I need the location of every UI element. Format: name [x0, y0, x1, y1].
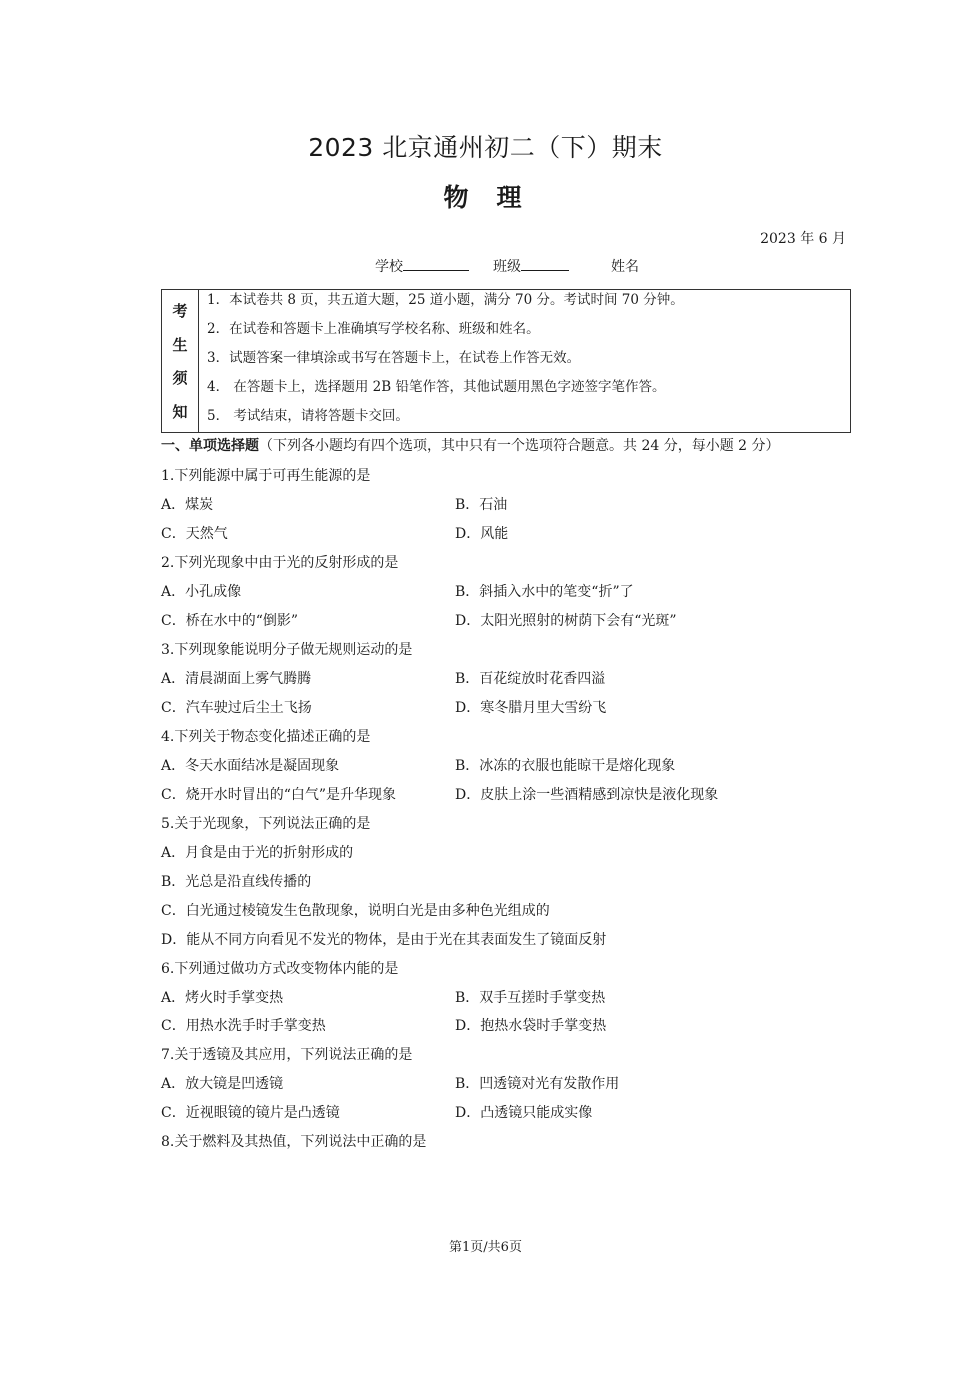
option-c[interactable]: C．白光通过棱镜发生色散现象，说明白光是由多种色光组成的 — [161, 903, 550, 919]
page-footer: 第1页/共6页 — [449, 1240, 522, 1255]
notice-side-char: 考 — [172, 302, 188, 321]
page-title: 2023 北京通州初二（下）期末 — [308, 133, 663, 162]
school-blank[interactable] — [403, 256, 469, 271]
section-title: 一、单项选择题 — [161, 438, 259, 454]
notice-side-char: 须 — [172, 369, 188, 388]
notice-item: 4． 在答题卡上，选择题用 2B 铅笔作答，其他试题用黑色字迹签字笔作答。 — [207, 379, 666, 395]
section-desc: （下列各小题均有四个选项，其中只有一个选项符合题意。共 24 分，每小题 2 分） — [259, 438, 780, 454]
name-label: 姓名 — [611, 259, 639, 275]
option-a[interactable]: A．清晨湖面上雾气腾腾 — [161, 671, 312, 687]
notice-item: 1．本试卷共 8 页，共五道大题，25 道小题，满分 70 分。考试时间 70 分钟。 — [207, 292, 684, 308]
class-label: 班级 — [493, 259, 521, 275]
option-d[interactable]: D．太阳光照射的树荫下会有“光斑” — [455, 613, 677, 629]
question-stem: 3.下列现象能说明分子做无规则运动的是 — [161, 642, 413, 658]
option-a[interactable]: A．煤炭 — [161, 497, 214, 513]
option-b[interactable]: B．百花绽放时花香四溢 — [455, 671, 606, 687]
question-stem: 7.关于透镜及其应用，下列说法正确的是 — [161, 1047, 413, 1063]
notice-side-char: 生 — [172, 335, 188, 354]
option-c[interactable]: C．桥在水中的“倒影” — [161, 613, 299, 629]
option-b[interactable]: B．冰冻的衣服也能晾干是熔化现象 — [455, 758, 676, 774]
notice-item: 3．试题答案一律填涂或书写在答题卡上，在试卷上作答无效。 — [207, 350, 581, 366]
question-stem: 2.下列光现象中由于光的反射形成的是 — [161, 555, 399, 571]
option-c[interactable]: C．天然气 — [161, 526, 228, 542]
notice-items — [199, 290, 850, 432]
question-stem: 8.关于燃料及其热值，下列说法中正确的是 — [161, 1134, 427, 1150]
section-heading — [161, 435, 780, 455]
option-c[interactable]: C．烧开水时冒出的“白气”是升华现象 — [161, 787, 397, 803]
option-d[interactable]: D．皮肤上涂一些酒精感到凉快是液化现象 — [455, 787, 719, 803]
option-d[interactable]: D．寒冬腊月里大雪纷飞 — [455, 700, 607, 716]
option-d[interactable]: D．风能 — [455, 526, 509, 542]
option-b[interactable]: B．石油 — [455, 497, 508, 513]
question-stem: 5.关于光现象，下列说法正确的是 — [161, 816, 371, 832]
option-a[interactable]: A．月食是由于光的折射形成的 — [161, 845, 354, 861]
exam-notice-box — [161, 289, 851, 433]
notice-item: 5． 考试结束，请将答题卡交回。 — [207, 408, 409, 424]
exam-date: 2023 年 6 月 — [760, 231, 846, 247]
option-b[interactable]: B．双手互搓时手掌变热 — [455, 990, 606, 1006]
option-a[interactable]: A．烤火时手掌变热 — [161, 990, 284, 1006]
option-b[interactable]: B．光总是沿直线传播的 — [161, 874, 312, 890]
option-b[interactable]: B．斜插入水中的笔变“折”了 — [455, 584, 634, 600]
school-label: 学校 — [375, 259, 403, 275]
notice-side-char: 知 — [172, 402, 188, 421]
option-b[interactable]: B．凹透镜对光有发散作用 — [455, 1076, 620, 1092]
option-c[interactable]: C．近视眼镜的镜片是凸透镜 — [161, 1105, 340, 1121]
student-info-line — [375, 256, 639, 276]
option-d[interactable]: D．能从不同方向看见不发光的物体，是由于光在其表面发生了镜面反射 — [161, 932, 607, 948]
option-a[interactable]: A．冬天水面结冰是凝固现象 — [161, 758, 340, 774]
class-blank[interactable] — [521, 256, 569, 271]
question-stem: 4.下列关于物态变化描述正确的是 — [161, 729, 371, 745]
option-a[interactable]: A．放大镜是凹透镜 — [161, 1076, 284, 1092]
question-stem: 6.下列通过做功方式改变物体内能的是 — [161, 961, 399, 977]
notice-item: 2．在试卷和答题卡上准确填写学校名称、班级和姓名。 — [207, 321, 540, 337]
option-a[interactable]: A．小孔成像 — [161, 584, 242, 600]
option-d[interactable]: D．抱热水袋时手掌变热 — [455, 1018, 607, 1034]
option-c[interactable]: C．汽车驶过后尘土飞扬 — [161, 700, 312, 716]
option-c[interactable]: C．用热水洗手时手掌变热 — [161, 1018, 326, 1034]
option-d[interactable]: D．凸透镜只能成实像 — [455, 1105, 593, 1121]
notice-side-label — [162, 290, 199, 432]
subject-title: 物理 — [443, 183, 550, 212]
question-stem: 1.下列能源中属于可再生能源的是 — [161, 468, 371, 484]
